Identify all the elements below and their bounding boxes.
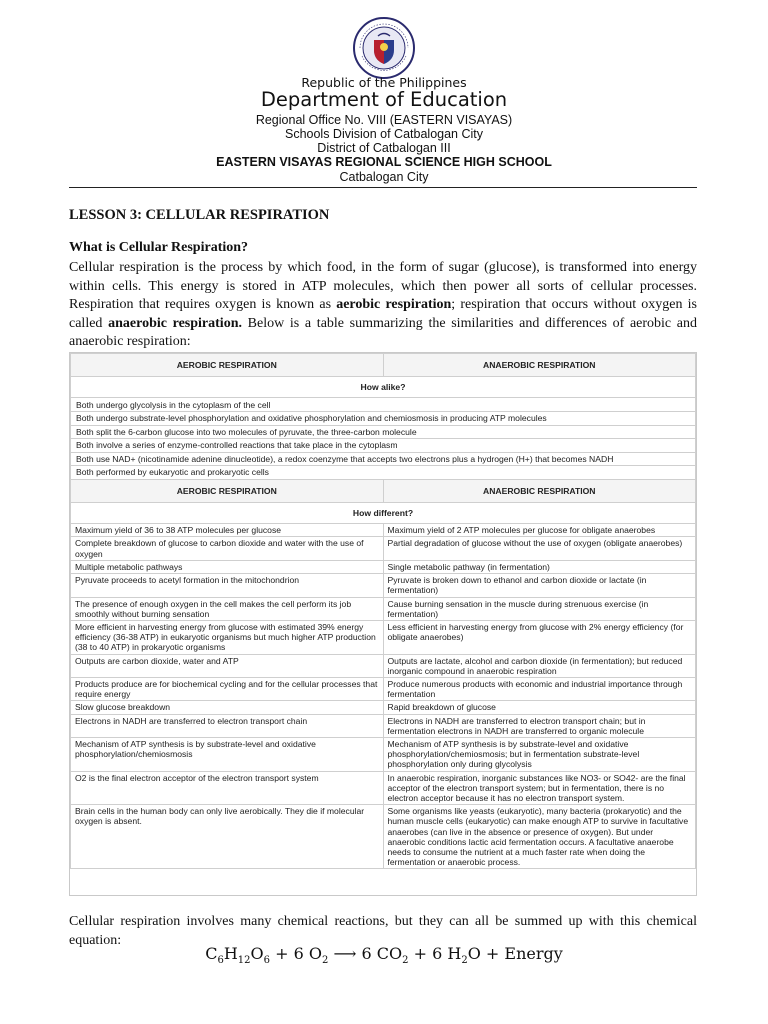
difference-row <box>71 560 696 573</box>
anaerobic-cell: Pyruvate is broken down to ethanol and carbon dioxide or lactate (in fermentation) <box>383 574 696 597</box>
aerobic-cell: Brain cells in the human body can only live aerobically. They die if molecular oxygen is absent. <box>71 805 384 869</box>
alike-row <box>71 398 696 412</box>
difference-row <box>71 805 696 869</box>
chemical-equation <box>0 944 768 966</box>
difference-row <box>71 524 696 537</box>
aerobic-cell: The presence of enough oxygen in the cell makes the cell perform its job smoothly without burning sensation <box>71 597 384 620</box>
alike-row <box>71 425 696 439</box>
anaerobic-cell: Produce numerous products with economic and industrial importance through fermentation <box>383 677 696 700</box>
difference-row <box>71 737 696 771</box>
alike-cell: Both undergo glycolysis in the cytoplasm of the cell <box>71 398 696 412</box>
equation-product-water: 6 $H_2O$ <box>432 944 481 967</box>
district-label: District of Catbalogan III <box>317 141 451 155</box>
equation-reactant-oxygen: 6 $O_2$ <box>293 944 329 967</box>
anaerobic-column-header-2: ANAEROBIC RESPIRATION <box>383 479 696 502</box>
aerobic-column-header-2: AEROBIC RESPIRATION <box>71 479 384 502</box>
anaerobic-column-header: ANAEROBIC RESPIRATION <box>383 354 696 377</box>
anaerobic-cell: Mechanism of ATP synthesis is by substrate-level and oxidative phosphorylation/chemiosmosis; but in fermentation substrate-level phosphorylation only during glycolysis <box>383 737 696 771</box>
republic-label: Republic of the Philippines <box>301 75 467 90</box>
alike-row <box>71 466 696 480</box>
aerobic-cell: Products produce are for biochemical cycling and for the cellular processes that require energy <box>71 677 384 700</box>
equation-reactant-glucose: $C_6H_{12}O_6$ <box>205 944 271 967</box>
school-name: EASTERN VISAYAS REGIONAL SCIENCE HIGH SCHOOL <box>216 155 552 169</box>
aerobic-cell: Mechanism of ATP synthesis is by substrate-level and oxidative phosphorylation/chemiosmosis <box>71 737 384 771</box>
deped-seal-icon <box>352 16 416 80</box>
alike-heading: How alike? <box>71 377 696 398</box>
equation-product-co2: 6 $CO_2$ <box>361 944 409 967</box>
alike-row <box>71 439 696 453</box>
anaerobic-cell: Electrons in NADH are transferred to electron transport chain; but in fermentation electrons in NADH are transferred to organic molecule <box>383 714 696 737</box>
anaerobic-cell: Maximum yield of 2 ATP molecules per glucose for obligate anaerobes <box>383 524 696 537</box>
equation-plus-2: + <box>413 944 427 963</box>
anaerobic-cell: Outputs are lactate, alcohol and carbon dioxide (in fermentation); but reduced inorganic compound in anaerobic respiration <box>383 654 696 677</box>
aerobic-cell: Pyruvate proceeds to acetyl formation in the mitochondrion <box>71 574 384 597</box>
difference-row <box>71 677 696 700</box>
aerobic-cell: Maximum yield of 36 to 38 ATP molecules per glucose <box>71 524 384 537</box>
aerobic-cell: More efficient in harvesting energy from glucose with estimated 39% energy efficiency (36-38 ATP) in eukaryotic organisms but much higher ATP production (38 to 40 ATP) in prokaryotic organisms <box>71 620 384 654</box>
department-title: Department of Education <box>260 88 508 111</box>
header-divider <box>69 187 697 188</box>
section-heading: What is Cellular Respiration? <box>69 240 249 255</box>
aerobic-cell: Electrons in NADH are transferred to electron transport chain <box>71 714 384 737</box>
closing-paragraph: Cellular respiration involves many chemical reactions, but they can all be summed up with this chemical equation: <box>69 914 697 948</box>
alike-cell: Both performed by eukaryotic and prokaryotic cells <box>71 466 696 480</box>
aerobic-column-header: AEROBIC RESPIRATION <box>71 354 384 377</box>
alike-cell: Both split the 6-carbon glucose into two molecules of pyruvate, the three-carbon molecule <box>71 425 696 439</box>
anaerobic-cell: In anaerobic respiration, inorganic substances like NO3- or SO42- are the final acceptor of the electron transport system; but in fermentation, there is no electron acceptor because it has no electron transport system. <box>383 771 696 805</box>
difference-row <box>71 771 696 805</box>
region-label: Regional Office No. VIII (EASTERN VISAYAS) <box>255 113 513 127</box>
aerobic-cell: Complete breakdown of glucose to carbon dioxide and water with the use of oxygen <box>71 537 384 560</box>
alike-row <box>71 411 696 425</box>
intro-paragraph: Cellular respiration is the process by which food, in the form of sugar (glucose), is transformed into energy within cells. This energy is stored in ATP molecules, which then power all sorts of cellular processes. Respiration that requires oxygen is known as aerobic respiration; respiration that occurs without oxygen is called anaerobic respiration. Below is a table summarizing the similarities and differences of aerobic and anaerobic respiration: <box>69 260 698 350</box>
different-heading: How different? <box>71 503 696 524</box>
aerobic-cell: Multiple metabolic pathways <box>71 560 384 573</box>
difference-row <box>71 701 696 714</box>
equation-product-energy: Energy <box>504 944 563 963</box>
equation-plus: + <box>275 944 289 963</box>
equation-plus-3: + <box>485 944 500 963</box>
alike-cell: Both use NAD+ (nicotinamide adenine dinucleotide), a redox coenzyme that accepts two electrons plus a hydrogen (H+) that becomes NADH <box>71 452 696 466</box>
difference-row <box>71 714 696 737</box>
difference-row <box>71 620 696 654</box>
anaerobic-cell: Rapid breakdown of glucose <box>383 701 696 714</box>
anaerobic-cell: Some organisms like yeasts (eukaryotic), many bacteria (prokaryotic) and the human muscle cells (eukaryotic) can make enough ATP to survive in facultative anaerobes (can live in the absence or presence of oxygen). But under anaerobic conditions lactic acid fermentation occurs. A facultative anaerobe needs to consume the nutrient at a much faster rate when doing the fermentation or anaerobic process. <box>383 805 696 869</box>
alike-cell: Both undergo substrate-level phosphorylation and oxidative phosphorylation and chemiosmosis in producing ATP molecules <box>71 411 696 425</box>
difference-row <box>71 597 696 620</box>
difference-row <box>71 537 696 560</box>
anaerobic-cell: Partial degradation of glucose without the use of oxygen (obligate anaerobes) <box>383 537 696 560</box>
anaerobic-cell: Less efficient in harvesting energy from glucose with 2% energy efficiency (for obligate anaerobes) <box>383 620 696 654</box>
anaerobic-cell: Cause burning sensation in the muscle during strenuous exercise (in fermentation) <box>383 597 696 620</box>
aerobic-cell: O2 is the final electron acceptor of the electron transport system <box>71 771 384 805</box>
difference-row <box>71 574 696 597</box>
comparison-table <box>70 353 696 869</box>
city-label: Catbalogan City <box>339 170 429 184</box>
division-label: Schools Division of Catbalogan City <box>284 127 484 141</box>
equation-arrow: ⟶ <box>333 944 357 963</box>
anaerobic-cell: Single metabolic pathway (in fermentation) <box>383 560 696 573</box>
alike-cell: Both involve a series of enzyme-controlled reactions that take place in the cytoplasm <box>71 439 696 453</box>
alike-row <box>71 452 696 466</box>
lesson-title: LESSON 3: CELLULAR RESPIRATION <box>69 207 330 223</box>
comparison-table-figure <box>69 352 697 896</box>
difference-row <box>71 654 696 677</box>
aerobic-cell: Outputs are carbon dioxide, water and ATP <box>71 654 384 677</box>
aerobic-cell: Slow glucose breakdown <box>71 701 384 714</box>
